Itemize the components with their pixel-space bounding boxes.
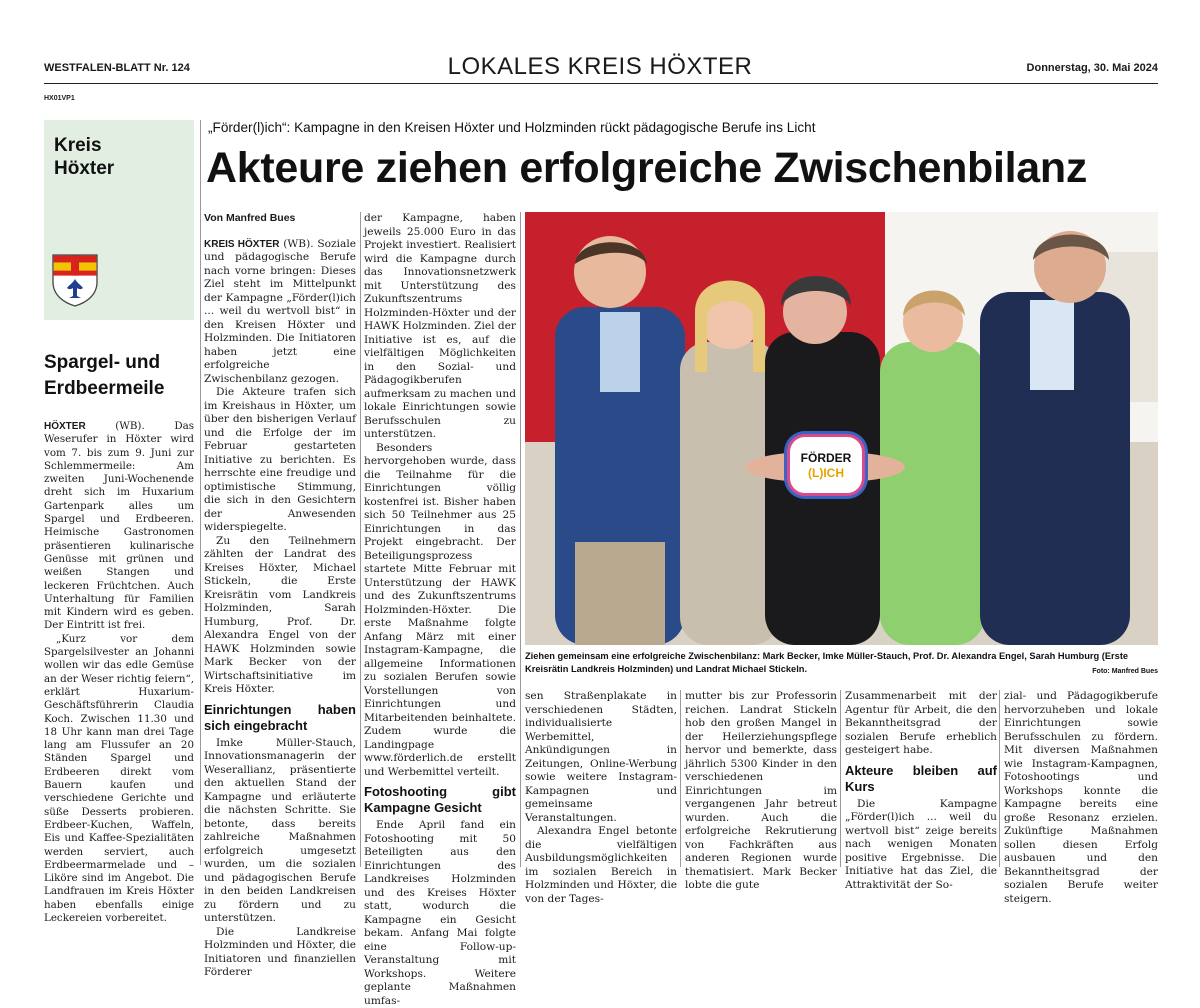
article-paragraph: zial- und Pädagogikberufe hervorzuheben und lokale Einrichtungen sowie Berufsschulen zu fördern. Mit diversen Maßnahmen wie Instagram-Kampagnen, Fotoshootings und Workshops konnte die Kampagne bereits eine große Resonanz erzielen. Zukünftige Maßnahmen sollen diesen Erfolg ausbauen und den Bekanntheitsgrad der sozialen Berufe weiter steigern. [1004, 690, 1158, 905]
campaign-logo [787, 434, 865, 496]
article-paragraph: Ende April fand ein Fotoshooting mit 50 Beteiligten aus den Einrichtungen des Landkreises Holzminden und des Kreises Höxter statt, wodurch die Kampagne ein Gesicht bekam. Anfang Mai folgte eine Follow-up-Veranstaltung mit Workshops. Weitere geplante Maßnahmen umfas- [364, 819, 516, 1007]
article-paragraph: Imke Müller-Stauch, Innovationsmanagerin der Weserallianz, präsentierte den aktuellen Stand der Kampagne und erläuterte die nächsten Schritte. Sie betonte, dass bereits zahlreiche Maßnahmen erfolgreich umgesetzt wurden, um die sozialen und pädagogischen Berufe in den beiden Landkreisen zu fördern und zu unterstützen. [204, 736, 356, 924]
sidebar-headline: Spargel- und Erdbeermeile [44, 352, 165, 399]
article-headline: Akteure ziehen erfolgreiche Zwischenbilanz [206, 144, 1088, 192]
article-paragraph: Alexandra Engel betonte die vielfältigen Ausbildungsmöglichkeiten im sozialen Bereich in Holzminden und Höxter, die von der Tages- [525, 825, 677, 905]
article-paragraph: Zu den Teilnehmern zählten der Landrat des Kreises Höxter, Michael Stickeln, die Erste Kreisrätin vom Landkreis Holzminden, Sarah Humburg, Prof. Dr. Alexandra Engel von der HAWK Holzminden sowie Mark Becker von der Wirtschaftsinitiative im Kreis Höxter. [204, 534, 356, 695]
campaign-logo-line-1: FÖRDER [800, 451, 852, 465]
article-agency: (WB). [279, 237, 318, 250]
sidebar-paragraph: „Kurz vor dem Spargelsilvester an Johanni wollen wir das edle Gemüse an der Weser richtig feiern“, erklärt Huxarium-Geschäftsführerin Claudia Koch. Zwischen 11.30 und 18 Uhr kann man drei Tage lang am Flussufer an 20 Ständen Spargel und Erdbeeren direkt vom Bauern kaufen und verschiedene Gerichte und süße Desserts probieren. Erdbeer-Kuchen, Waffeln, Eis und Kaffee-Spezialitäten werden serviert, auch Erdbeermarmelade und – Liköre sind im Angebot. Die Landfrauen im Kreis Höxter haben ebenfalls einige Leckereien vorbereitet. [44, 632, 194, 924]
article-paragraph [204, 238, 356, 387]
coat-of-arms-icon [50, 252, 100, 308]
article-column-4 [685, 690, 837, 893]
article-paragraph-text: Soziale und pädagogische Berufe nach vorne bringen: Dieses Ziel steht im Mittelpunkt der Kampagne „Förder(l)ich ... weil du wertvoll bist“ in den Kreisen Höxter und Holzminden. Die Initiatoren haben jetzt eine erfolgreiche Zwischenbilanz gezogen. [204, 237, 357, 385]
article-paragraph: mutter bis zur Professorin reichen. Landrat Stickeln hob den großen Mangel in der Heilerziehungspflege hervor und bemerkte, dass jährlich 5300 Kinder in den verschiedenen Einrichtungen im vergangenen Jahr betreut wurden. Auch die erfolgreiche Rekrutierung von Fachkräften aus anderen Regionen wurde thematisiert. Mark Becker lobte die gute [685, 690, 837, 891]
photo-caption: Ziehen gemeinsam eine erfolgreiche Zwischenbilanz: Mark Becker, Imke Müller-Stauch, Prof. Dr. Alexandra Engel, Sarah Humburg (Erste Kreisrätin Landkreis Holzminden) und Landrat Michael Stickeln. [525, 651, 1129, 674]
issue-date: Donnerstag, 30. Mai 2024 [1026, 62, 1158, 74]
photo-credit: Foto: Manfred Bues [1092, 668, 1158, 675]
article-kicker: „Förder(l)ich“: Kampagne in den Kreisen Höxter und Holzminden rückt pädagogische Berufe ins Licht [208, 120, 816, 135]
group-photo-illustration [525, 212, 1158, 645]
subheading-akteure: Akteure bleiben auf Kurs [845, 762, 997, 794]
sidebar-paragraph-text: Das Weserufer in Höxter wird vom 7. bis zum 9. Juni zur Schlemmermeile: Am zweiten Juni-Wochenende dreht sich im Huxarium Gartenpark alles um Spargel und Erdbeeren. Heimische Gastronomen präsentieren kulinarische Genüsse mit grünen und weißen Stangen und leckeren Früchtchen. Auch Unterhaltung für Familien mit Kindern wird es geben. Der Eintritt ist frei. [44, 420, 194, 632]
article-paragraph: Besonders hervorgehoben wurde, dass die Teilnahme für die Einrichtungen völlig kostenfrei ist. Bisher haben sich 50 Teilnehmer aus 25 Einrichtungen in das Projekt eingebracht. Der Beteiligungsprozess startete Mitte Februar mit Unterstützung der HAWK und des Zukunftszentrums Holzminden-Höxter. Die erste Maßnahme folgte Anfang März mit einer Instagram-Kampagne, die allgemeine Informationen zu sozialen Berufen sowie Vorstellungen von Einrichtungen und Mitarbeitenden beinhaltete. Zudem wurde die Landingpage www.förderlich.de erstellt und Werbemittel verteilt. [364, 441, 516, 778]
column-divider [680, 690, 681, 867]
article-column-1 [204, 212, 356, 980]
column-divider [360, 212, 361, 867]
sidebar-paragraph [44, 420, 194, 633]
article-column-5 [845, 690, 997, 892]
article-paragraph: der Kampagne, haben jeweils 25.000 Euro in das Projekt investiert. Realisiert wird die Kampagne durch das Innovationsnetzwerk mit Unterstützung des Zukunftszentrums Holzminden-Höxter und der HAWK Holzminden. Ziel der Initiative ist es, auf die vielfältigen Möglichkeiten in den Sozial- und Pädagogikberufen aufmerksam zu machen und lokale Einrichtungen sowie Berufsschulen zu unterstützen. [364, 212, 516, 440]
region-box [44, 120, 194, 320]
article-paragraph: Zusammenarbeit mit der Agentur für Arbeit, die den Bekanntheitsgrad der sozialen Berufe erheblich gesteigert habe. [845, 690, 997, 756]
article-column-3 [525, 690, 677, 906]
header-rule [44, 83, 1158, 84]
sidebar-article-text [44, 420, 194, 925]
subheading-fotoshooting: Fotoshooting gibt Kampagne Gesicht [364, 784, 516, 815]
page-code: HX01VP1 [44, 95, 75, 102]
article-dateline: KREIS HÖXTER [204, 238, 280, 250]
sidebar-dateline: HÖXTER [44, 421, 86, 432]
paper-issue: WESTFALEN-BLATT Nr. 124 [44, 62, 190, 74]
article-column-2 [364, 212, 516, 1008]
section-title: LOKALES KREIS HÖXTER [447, 53, 753, 80]
article-column-6 [1004, 690, 1158, 906]
article-paragraph: Die Kampagne „Förder(l)ich ... weil du wertvoll bist“ zeige bereits nach wenigen Monaten positive Ergebnisse. Die Initiative hat das Ziel, die Attraktivität der So- [845, 797, 997, 891]
article-paragraph: Die Akteure trafen sich im Kreishaus in Höxter, um über den bisherigen Verlauf und die Erfolge der im Februar gestarteten Initiative zu berichten. Es herrschte eine freudige und optimistische Stimmung, die sich in den Gesichtern der Anwesenden widerspiegelte. [204, 386, 356, 533]
region-title: Kreis Höxter [54, 135, 115, 179]
campaign-logo-line-2: (L)ICH [808, 466, 844, 480]
subheading-einrichtungen: Einrichtungen haben sich eingebracht [204, 701, 356, 733]
byline: Von Manfred Bues [204, 212, 296, 224]
column-divider [999, 690, 1000, 867]
column-divider [520, 212, 521, 867]
sidebar-agency: (WB). [85, 420, 175, 432]
article-photo [525, 212, 1158, 645]
article-paragraph: Die Landkreise Holzminden und Höxter, die Initiatoren und finanziellen Förderer [204, 925, 356, 978]
sidebar-divider [200, 120, 201, 865]
column-divider [840, 690, 841, 867]
article-paragraph: sen Straßenplakate in verschiedenen Städten, individualisierte Werbemittel, Ankündigungen in Zeitungen, Online-Werbung sowie weitere Instagram-Kampagnen und gemeinsame Veranstaltungen. [525, 690, 677, 824]
